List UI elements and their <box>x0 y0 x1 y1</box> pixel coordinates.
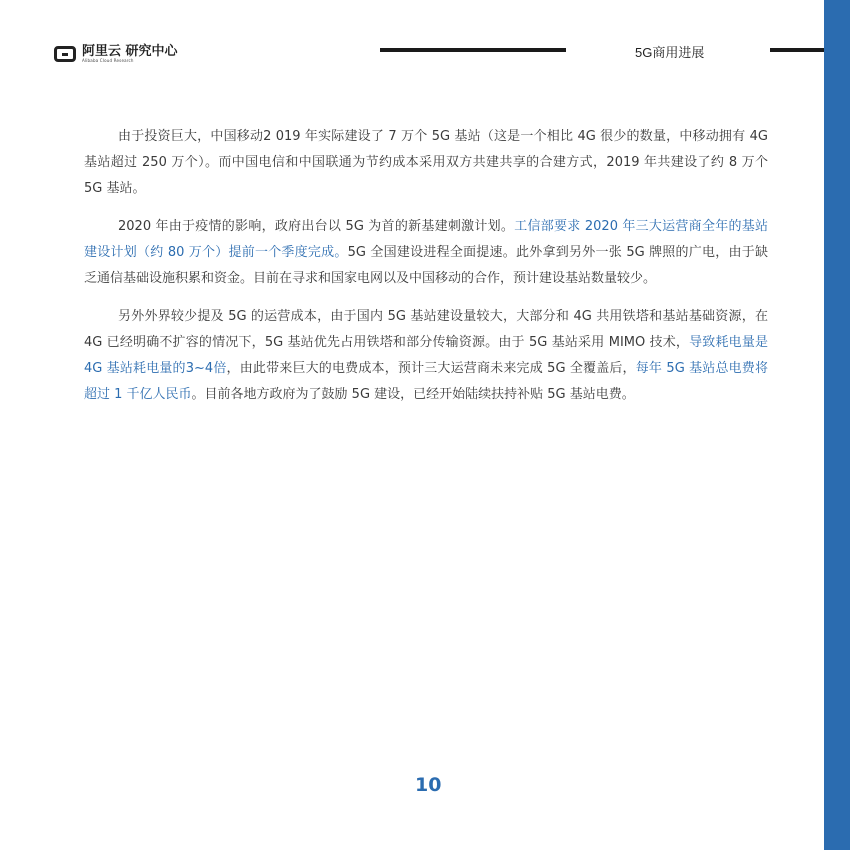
page-number: 10 <box>415 774 442 796</box>
body-content <box>84 124 768 420</box>
paragraph-2 <box>84 214 768 292</box>
paragraph-text: ，由此带来巨大的电费成本，预计三大运营商未来完成 5G 全覆盖后， <box>226 361 636 376</box>
header-rule-right <box>770 48 824 52</box>
paragraph-3 <box>84 304 768 408</box>
highlighted-text: 工信部要求 2020 年三大运营商全年的基站建设计划（约 80 万个）提前一个季度完成。 <box>84 219 768 260</box>
logo-subtitle: Alibaba Cloud Research <box>82 57 134 63</box>
highlighted-text: 导致耗电量是 4G 基站耗电量的3~4倍 <box>84 335 768 376</box>
paragraph-text: 2020 年由于疫情的影响，政府出台以 5G 为首的新基建刺激计划。 <box>118 219 515 234</box>
paragraph-1 <box>84 124 768 202</box>
header-rule-left <box>380 48 566 52</box>
paragraph-text: 由于投资巨大，中国移动2 019 年实际建设了 7 万个 5G 基站（这是一个相比 4G 很少的数量，中移动拥有 4G 基站超过 250 万个）。而中国电信和中国联通为节约成本采用双方共建共享的合建方式，2019 年共建设了约 8 万个 5G 基站。 <box>84 129 768 196</box>
section-title: 5G商用进展 <box>635 45 705 60</box>
alibaba-cloud-logo <box>54 40 178 68</box>
paragraph-text: 另外外界较少提及 5G 的运营成本，由于国内 5G 基站建设量较大，大部分和 4G 共用铁塔和基站基础资源，在 4G 已经明确不扩容的情况下，5G 基站优先占用铁塔和部分传输资源。由于 5G 基站采用 MIMO 技术， <box>84 309 768 350</box>
logo-title: 阿里云 研究中心 <box>82 43 178 59</box>
paragraph-text: 。目前各地方政府为了鼓励 5G 建设，已经开始陆续扶持补贴 5G 基站电费。 <box>191 387 635 402</box>
alibaba-cloud-logo-icon <box>54 46 76 62</box>
side-accent-bar <box>824 0 850 850</box>
paragraph-text: 5G 全国建设进程全面提速。此外拿到另外一张 5G 牌照的广电，由于缺乏通信基础设施积累和资金。目前在寻求和国家电网以及中国移动的合作，预计建设基站数量较少。 <box>84 245 768 286</box>
highlighted-text: 每年 5G 基站总电费将超过 1 千亿人民币 <box>84 361 768 402</box>
